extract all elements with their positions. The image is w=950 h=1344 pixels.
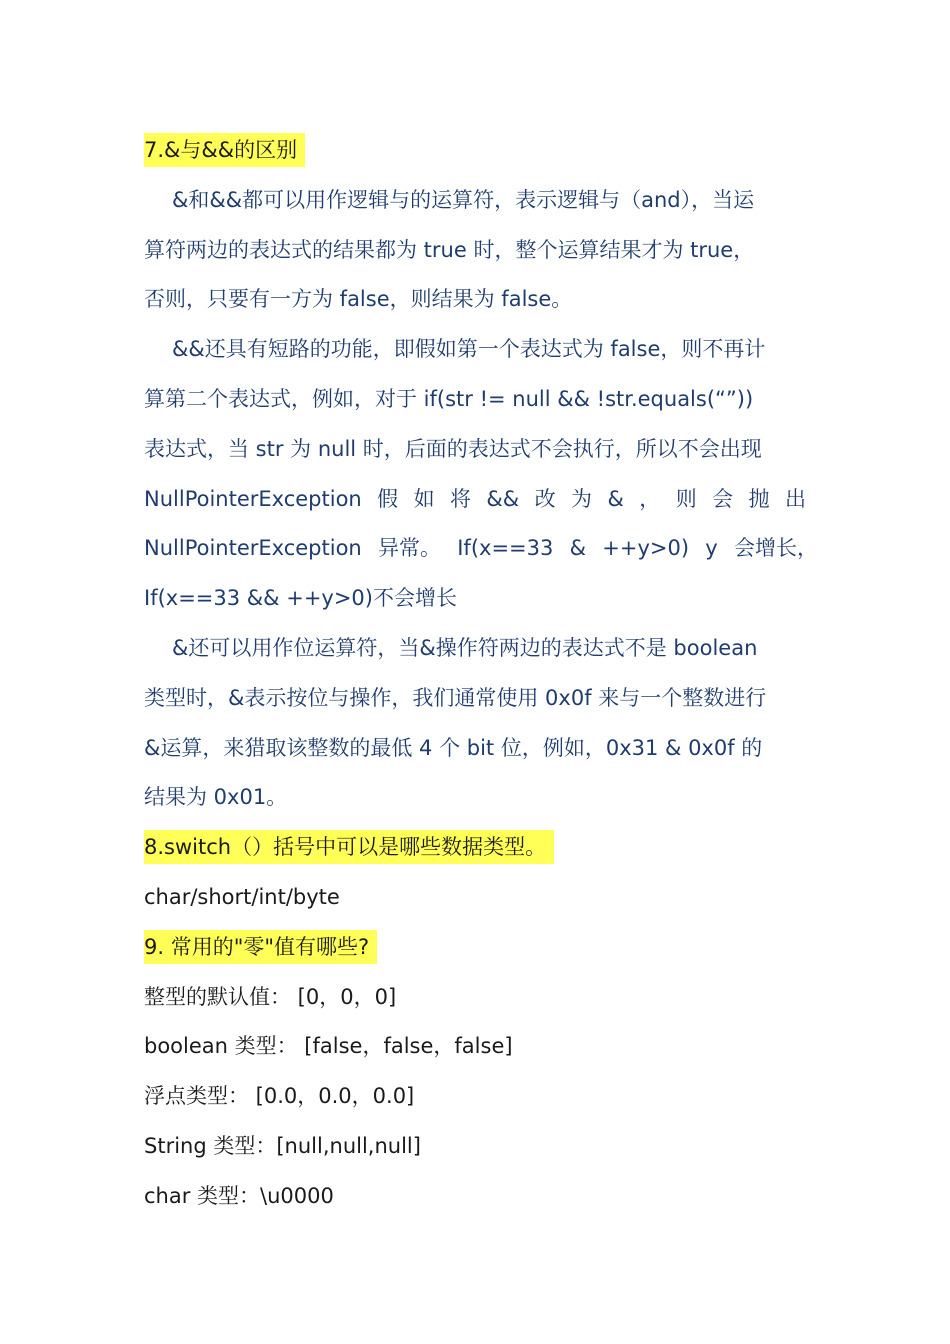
section-8-heading: 8.switch（）括号中可以是哪些数据类型。 (144, 830, 554, 864)
word: 改 (534, 486, 556, 511)
section-9-heading: 9. 常用的"零"值有哪些? (144, 930, 377, 964)
section-7-heading-line (144, 132, 820, 182)
word: 出 (784, 486, 806, 511)
zero-value-item-int: 整型的默认值： [0，0，0] (144, 984, 397, 1009)
word: 为 (571, 486, 593, 511)
word: 会增长， (733, 536, 818, 561)
word: 假 (377, 486, 399, 511)
paragraph-7-2-line-6: If(x==33 && ++y>0)不会增长 (144, 586, 457, 611)
paragraph-7-1-line-1: &和&&都可以用作逻辑与的运算符，表示逻辑与（and），当运 (172, 187, 755, 212)
paragraph-7-3-line-4: 结果为 0x01。 (144, 785, 288, 810)
zero-value-item-char: char 类型：\u0000 (144, 1183, 334, 1208)
zero-value-item-string: String 类型：[null,null,null] (144, 1133, 421, 1158)
word: If(x==33 (457, 536, 554, 561)
word: & (569, 536, 586, 561)
section-8-heading-line (144, 829, 820, 879)
paragraph-7-2-line-1: &&还具有短路的功能，即假如第一个表达式为 false，则不再计 (172, 337, 766, 362)
word: ， (639, 486, 661, 511)
word: 会 (712, 486, 734, 511)
zero-value-item-boolean: boolean 类型： [false，false，false] (144, 1034, 513, 1059)
document-page (144, 132, 820, 1228)
paragraph-7-2-line-2: 算第二个表达式，例如，对于 if(str != null && !str.equals(“”)) (144, 386, 754, 411)
word: 则 (675, 486, 697, 511)
word: 异常。 (377, 536, 441, 561)
paragraph-7-1-line-2: 算符两边的表达式的结果都为 true 时，整个运算结果才为 true， (144, 237, 755, 262)
paragraph-7-3-line-1: &还可以用作位运算符，当&操作符两边的表达式不是 boolean (172, 635, 758, 660)
paragraph-7-2-line-5 (144, 530, 818, 580)
word: NullPointerException (144, 486, 362, 511)
zero-value-item-float: 浮点类型： [0.0，0.0，0.0] (144, 1084, 415, 1109)
word: 抛 (748, 486, 770, 511)
paragraph-7-1-line-3: 否则，只要有一方为 false，则结果为 false。 (144, 287, 573, 312)
paragraph-7-3-line-3: &运算，来猎取该整数的最低 4 个 bit 位，例如，0x31 & 0x0f 的 (144, 735, 763, 760)
section-7-heading: 7.&与&&的区别 (144, 133, 305, 167)
paragraph-7-2-line-4 (144, 481, 806, 531)
paragraph-7-3-line-2: 类型时，&表示按位与操作，我们通常使用 0x0f 来与一个整数进行 (144, 685, 767, 710)
word: 将 (450, 486, 471, 511)
word: && (486, 486, 520, 511)
word: y (705, 536, 718, 561)
word: 如 (413, 486, 435, 511)
section-8-answer: char/short/int/byte (144, 884, 340, 909)
paragraph-7-2-line-3: 表达式，当 str 为 null 时，后面的表达式不会执行，所以不会出现 (144, 436, 762, 461)
section-9-heading-line (144, 929, 820, 979)
word: NullPointerException (144, 536, 362, 561)
word: ++y>0) (602, 536, 690, 561)
word: & (607, 486, 624, 511)
